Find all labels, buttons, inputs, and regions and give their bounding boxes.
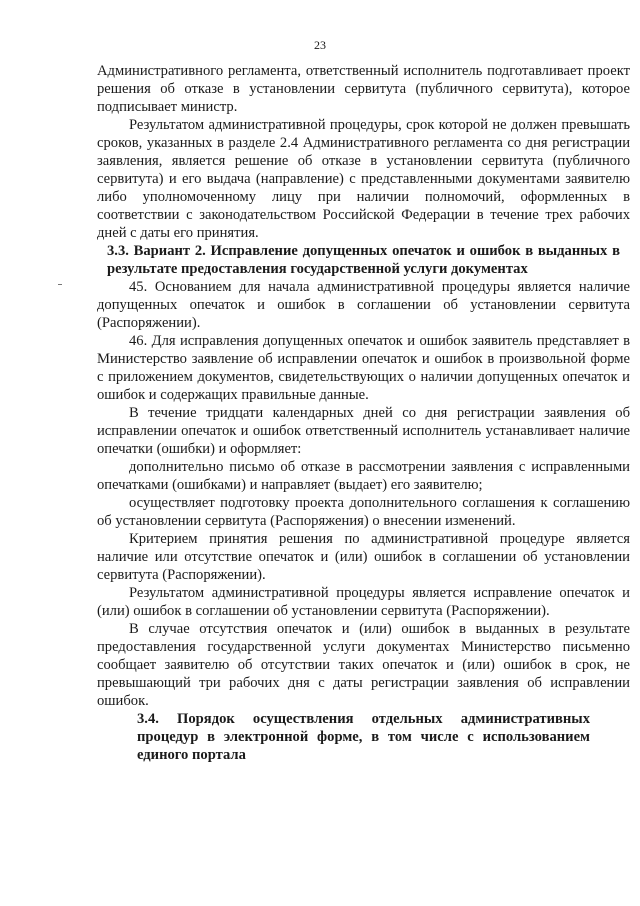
paragraph: В течение тридцати календарных дней со дня регистрации заявления об исправлении опечаток и ошибок ответственный исполнитель устанавливает наличие опечатки (ошибки) и оформляет: [97, 405, 630, 457]
section-heading-3-3: 3.3. Вариант 2. Исправление допущенных опечаток и ошибок в выданных в результате предоставления государственной услуги документах [107, 243, 620, 277]
paragraph: В случае отсутствия опечаток и (или) ошибок в выданных в результате предоставления государственной услуги документах Министерство письменно сообщает заявителю об отсутствии таких опечаток и (или) ошибок в срок, не превышающий три рабочих дня с даты регистрации заявления об исправлении ошибок. [97, 621, 630, 709]
page-number: 23 [314, 38, 326, 52]
paragraph: Результатом административной процедуры является исправление опечаток и (или) ошибок в соглашении об установлении сервитута (Распоряжении). [97, 585, 630, 619]
page-content [97, 62, 630, 764]
paragraph: Административного регламента, ответственный исполнитель подготавливает проект решения об отказе в установлении сервитута (публичного сервитута), которое подписывает министр. [97, 63, 630, 115]
paragraph: 46. Для исправления допущенных опечаток и ошибок заявитель представляет в Министерство заявление об исправлении опечаток и ошибок в произвольной форме с приложением документов, свидетельствующих о наличии допущенных опечаток и ошибок и содержащих правильные данные. [97, 333, 630, 403]
paragraph: 45. Основанием для начала административной процедуры является наличие допущенных опечаток и ошибок в соглашении об установлении сервитута (Распоряжении). [97, 279, 630, 331]
margin-mark [58, 284, 62, 285]
paragraph: дополнительно письмо об отказе в рассмотрении заявления с исправленными опечатками (ошибками) и направляет (выдает) его заявителю; [97, 459, 630, 493]
paragraph: Критерием принятия решения по административной процедуре является наличие или отсутствие опечаток и (или) ошибок в соглашении об установлении сервитута (Распоряжении). [97, 531, 630, 583]
paragraph: Результатом административной процедуры, срок которой не должен превышать сроков, указанных в разделе 2.4 Административного регламента со дня регистрации заявления, является решение об отказе в установлении сервитута (публичного сервитута) и его выдача (направление) с представленными документами заявителю либо уполномоченному лицу при наличии полномочий, оформленных в соответствии с законодательством Российской Федерации в течение трех рабочих дней с даты его принятия. [97, 117, 630, 241]
section-heading-3-4: 3.4. Порядок осуществления отдельных административных процедур в электронной форме, в том числе с использованием единого портала [137, 711, 590, 763]
paragraph: осуществляет подготовку проекта дополнительного соглашения к соглашению об установлении сервитута (Распоряжения) о внесении изменений. [97, 495, 630, 529]
